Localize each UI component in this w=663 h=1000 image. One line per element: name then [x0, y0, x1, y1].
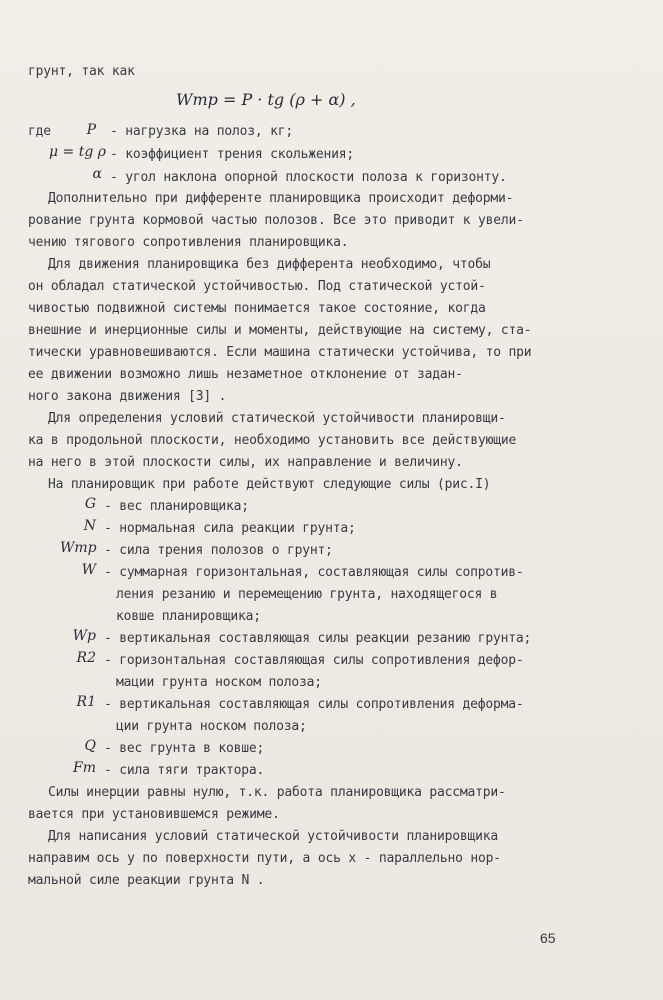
force-definition: - сила тяги трактора. [104, 763, 265, 778]
paragraph-line: чивостью подвижной системы понимается такое состояние, когда [28, 301, 486, 316]
paragraph-line: Дополнительно при дифференте планировщика происходит деформи- [48, 191, 514, 206]
force-symbol: N [83, 518, 96, 534]
var-definition: - коэффициент трения скольжения; [110, 147, 355, 162]
where-word: где [28, 124, 51, 139]
force-definition: - сила трения полозов о грунт; [104, 543, 333, 558]
paragraph-line: внешние и инерционные силы и моменты, действующие на систему, ста- [28, 323, 532, 338]
paragraph-line: Для написания условий статической устойчивости планировщика [48, 829, 498, 844]
paragraph-line: Для определения условий статической устойчивости планировщи- [48, 411, 506, 426]
var-symbol: P [86, 122, 96, 138]
paragraph-line: рование грунта кормовой частью полозов. Все это приводит к увели- [28, 213, 524, 228]
force-definition: - вес планировщика; [104, 499, 249, 514]
force-symbol: R1 [76, 694, 96, 710]
paragraph-line: на него в этой плоскости силы, их направление и величину. [28, 455, 463, 470]
force-definition: ковше планировщика; [116, 609, 261, 624]
paragraph-line: ее движении возможно лишь незаметное отклонение от задан- [28, 367, 463, 382]
force-symbol: G [84, 496, 96, 512]
forces-intro: На планировщик при работе действуют следующие силы (рис.I) [48, 477, 491, 492]
paragraph-line: вается при установившемся режиме. [28, 807, 280, 822]
paragraph-line: направим ось y по поверхности пути, а ось x - параллельно нор- [28, 851, 501, 866]
force-symbol: Wтр [60, 540, 97, 556]
paragraph-line: ного закона движения [3] . [28, 389, 227, 404]
intro-line: грунт, так как [28, 64, 135, 79]
force-symbol: Q [84, 738, 96, 754]
paragraph-line: тически уравновешиваются. Если машина статически устойчива, то при [28, 345, 532, 360]
paragraph-line: мальной силе реакции грунта N . [28, 873, 265, 888]
force-symbol: W [81, 562, 96, 578]
force-symbol: R2 [76, 650, 96, 666]
friction-formula: Wтр = P · tg (ρ + α) , [176, 90, 356, 109]
force-definition: - вертикальная составляющая силы реакции резанию грунта; [104, 631, 532, 646]
force-symbol: Wр [72, 628, 96, 644]
force-definition: ления резанию и перемещению грунта, находящегося в [116, 587, 498, 602]
force-definition: - вертикальная составляющая силы сопротивления деформа- [104, 697, 524, 712]
page-number: 65 [540, 930, 556, 946]
paragraph-line: чению тягового сопротивления планировщика. [28, 235, 349, 250]
force-symbol: Fт [73, 760, 96, 776]
force-definition: - горизонтальная составляющая силы сопротивления дефор- [104, 653, 524, 668]
var-definition: - угол наклона опорной плоскости полоза к горизонту. [110, 170, 507, 185]
force-definition: - нормальная сила реакции грунта; [104, 521, 356, 536]
var-definition: - нагрузка на полоз, кг; [110, 124, 294, 139]
var-symbol: α [92, 166, 102, 182]
var-symbol: μ = tg ρ [49, 144, 106, 160]
paragraph-line: Для движения планировщика без дифферента необходимо, чтобы [48, 257, 491, 272]
force-definition: - вес грунта в ковше; [104, 741, 265, 756]
force-definition: ции грунта носком полоза; [116, 719, 307, 734]
force-definition: - суммарная горизонтальная, составляющая силы сопротив- [104, 565, 524, 580]
paragraph-line: Силы инерции равны нулю, т.к. работа планировщика рассматри- [48, 785, 506, 800]
paragraph-line: ка в продольной плоскости, необходимо установить все действующие [28, 433, 517, 448]
paragraph-line: он обладал статической устойчивостью. Под статической устой- [28, 279, 486, 294]
force-definition: мации грунта носком полоза; [116, 675, 322, 690]
